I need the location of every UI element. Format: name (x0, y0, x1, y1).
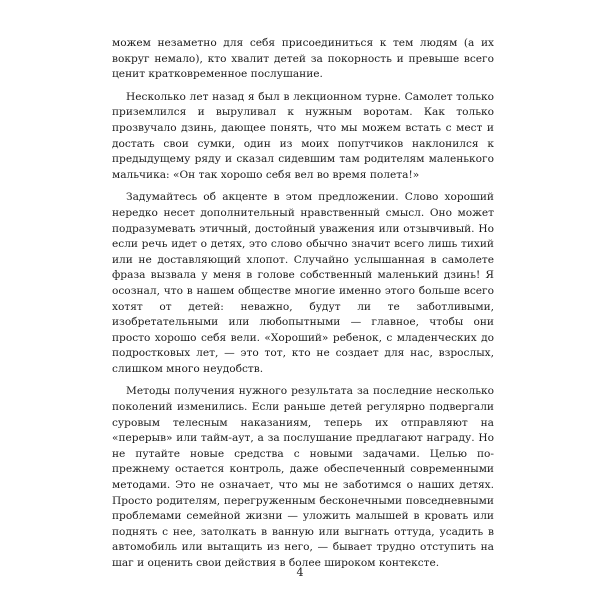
paragraph-2: Несколько лет назад я был в лекционном турне. Самолет только приземлился и выруливал к нужным воротам. Как только прозвучало дзинь, дающее понять, что мы можем встать с мест и достать свои сумки, один из моих попутчиков наклонился к предыдущему ряду и сказал сидевшим там родителям маленького мальчика: «Он так хорошо себя вел во время полета!» (112, 90, 494, 181)
paragraph-3: Задумайтесь об акценте в этом предложении. Слово хороший нередко несет дополнительный нравственный смысл. Оно может подразумевать этичный, достойный уважения или отзывчивый. Но если речь идет о детях, это слово обычно значит всего лишь тихий или не доставляющий хлопот. Случайно услышанная в самолете фраза вызвала у меня в голове собственный маленький дзинь! Я осознал, что в нашем обществе многие именно этого больше всего хотят от детей: неважно, будут ли те заботливыми, изобретательными или любопытными — главное, чтобы они просто хорошо себя вели. «Хороший» ребенок, с младенческих до подростковых лет, — это тот, кто не создает для нас, взрослых, слишком много неудобств. (112, 191, 494, 375)
paragraph-4: Методы получения нужного результата за последние несколько поколений изменились. Если раньше детей регулярно подвергали суровым телесным наказаниям, теперь их отправляют на «перерыв» или тайм-аут, а за послушание предлагают награду. Но не путайте новые средства с новыми задачами. Целью по-прежнему остается контроль, даже обеспеченный современными методами. Это не означает, что мы не заботимся о наших детях. Просто родителям, перегруженным бесконечными повседневными проблемами семейной жизни — уложить малышей в кровать или поднять с нее, затолкать в ванную или выгнать оттуда, усадить в автомобиль или вытащить из него, — бывает трудно отступить на шаг и оценить свои действия в более широком контексте. (112, 385, 494, 569)
page-number: 4 (296, 566, 304, 579)
paragraph-1: можем незаметно для себя присоединиться к тем людям (а их вокруг немало), кто хвалит детей за покорность и превыше всего ценит кратковременное послушание. (112, 37, 494, 81)
page-body (112, 36, 494, 579)
